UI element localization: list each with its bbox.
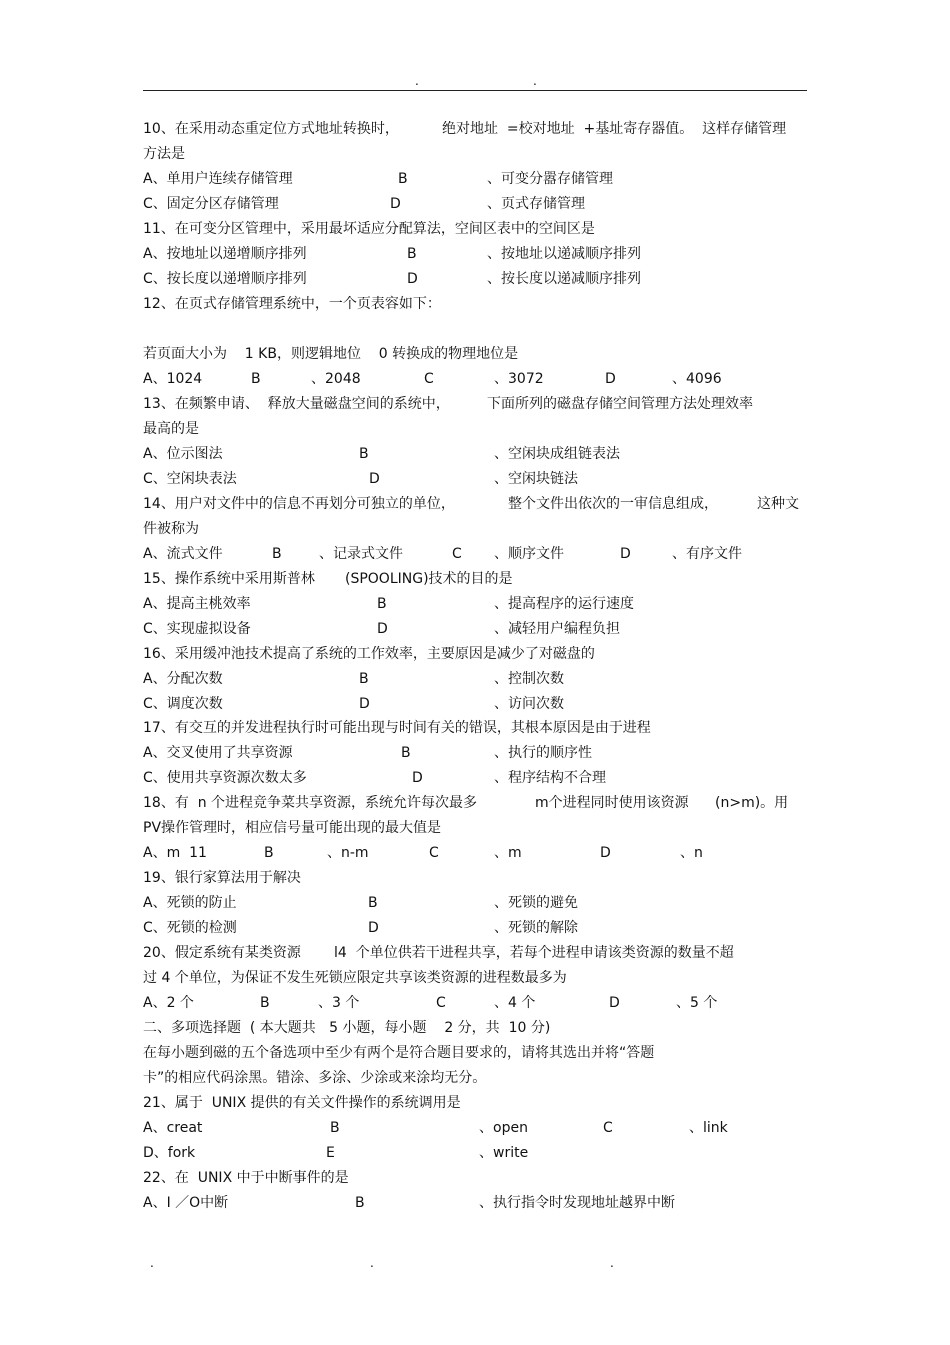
text-segment: E [326, 1145, 335, 1161]
text-segment: 、3 个 [318, 995, 360, 1011]
text-segment: 14、用户对文件中的信息不再划分可独立的单位， [143, 496, 455, 512]
text-segment: D [407, 271, 418, 287]
text-segment: m个进程同时使用该资源 [535, 795, 689, 811]
text-segment: B [264, 845, 274, 861]
text-segment: 、执行指令时发现地址越界中断 [479, 1195, 675, 1211]
text-segment: D [390, 196, 401, 212]
footer-dot-2: . [370, 1256, 374, 1270]
text-segment: C [429, 845, 439, 861]
text-segment: C [603, 1120, 613, 1136]
text-segment: 、4 个 [494, 995, 536, 1011]
text-segment: D [600, 845, 611, 861]
text-segment: D [605, 371, 616, 387]
text-segment: 20、假定系统有某类资源 [143, 945, 301, 961]
text-segment: 若页面大小为 1 KB，则逻辑地位 0 转换成的物理地位是 [143, 346, 519, 362]
text-segment: 、4096 [672, 371, 722, 387]
text-segment: B [355, 1195, 365, 1211]
text-segment: 22、在 UNIX 中于中断事件的是 [143, 1170, 349, 1186]
text-segment: C [452, 546, 462, 562]
footer-dot-3: . [610, 1256, 614, 1270]
text-segment: D [620, 546, 631, 562]
text-segment: C、死锁的检测 [143, 920, 237, 936]
text-segment: 、顺序文件 [494, 546, 564, 562]
text-segment: 17、有交互的并发进程执行时可能出现与时间有关的错误，其根本原因是由于进程 [143, 720, 651, 736]
text-segment: A、按地址以递增顺序排列 [143, 246, 307, 262]
text-segment: B [260, 995, 270, 1011]
header-dot-2: . [533, 74, 537, 88]
text-segment: 、按长度以递减顺序排列 [487, 271, 641, 287]
text-segment: D、fork [143, 1145, 196, 1161]
text-segment: 方法是 [143, 146, 185, 162]
text-segment: B [407, 246, 417, 262]
text-segment: 件被称为 [143, 521, 199, 537]
text-segment: 过 4 个单位，为保证不发生死锁应限定共享该类资源的进程数最多为 [143, 970, 567, 986]
text-segment: B [398, 171, 408, 187]
text-segment: 、访问次数 [494, 696, 564, 712]
text-segment: C、按长度以递增顺序排列 [143, 271, 307, 287]
text-segment: 、空闲块成组链表法 [494, 446, 620, 462]
text-segment: D [377, 621, 388, 637]
text-segment: A、m 11 [143, 845, 207, 861]
text-segment: (n>m)。用 [715, 795, 789, 811]
text-segment: C、固定分区存储管理 [143, 196, 279, 212]
text-segment: 卡”的相应代码涂黑。错涂、多涂、少涂或来涂均无分。 [143, 1070, 487, 1086]
text-segment: 、m [494, 845, 522, 861]
text-segment: C [424, 371, 434, 387]
text-segment: 、程序结构不合理 [494, 770, 606, 786]
text-segment: A、死锁的防止 [143, 895, 237, 911]
text-segment: 二、多项选择题 ( 本大题共 5 小题，每小题 2 分，共 10 分) [143, 1020, 551, 1036]
header-rule [143, 90, 807, 91]
footer-dot-1: . [150, 1256, 154, 1270]
text-segment: C [436, 995, 446, 1011]
text-segment: 下面所列的磁盘存储空间管理方法处理效率 [487, 396, 753, 412]
text-segment: B [401, 745, 411, 761]
text-segment: A、1024 [143, 371, 203, 387]
text-segment: B [359, 671, 369, 687]
text-segment: A、I ／O中断 [143, 1195, 229, 1211]
text-segment: B [272, 546, 282, 562]
text-segment: 最高的是 [143, 421, 199, 437]
text-segment: C、实现虚拟设备 [143, 621, 251, 637]
text-segment: 、页式存储管理 [487, 196, 585, 212]
text-segment: A、分配次数 [143, 671, 223, 687]
text-segment: l4 个单位供若干进程共享，若每个进程申请该类资源的数量不超 [334, 945, 734, 961]
text-segment: 、link [689, 1120, 728, 1136]
text-segment: (SPOOLING)技术的目的是 [345, 571, 513, 587]
text-segment: 、write [479, 1145, 529, 1161]
text-segment: B [251, 371, 261, 387]
text-segment: C、空闲块表法 [143, 471, 237, 487]
text-segment: 、5 个 [676, 995, 718, 1011]
text-segment: PV操作管理时，相应信号量可能出现的最大值是 [143, 820, 442, 836]
text-segment: 、减轻用户编程负担 [494, 621, 620, 637]
text-segment: 18、有 n 个进程竞争菜共享资源，系统允许每次最多 [143, 795, 478, 811]
text-segment: 、可变分嚣存储管理 [487, 171, 613, 187]
text-segment: 13、在频繁申请、 释放大量磁盘空间的系统中， [143, 396, 450, 412]
text-segment: 在每小题到磁的五个备选项中至少有两个是符合题目要求的，请将其选出并将“答题 [143, 1045, 655, 1061]
text-segment: D [412, 770, 423, 786]
text-segment: C、调度次数 [143, 696, 223, 712]
text-segment: 、2048 [311, 371, 361, 387]
text-segment: 、死锁的解除 [494, 920, 578, 936]
text-segment: 、提高程序的运行速度 [494, 596, 634, 612]
text-segment: 15、操作系统中采用斯普林 [143, 571, 315, 587]
text-segment: D [359, 696, 370, 712]
text-segment: A、2 个 [143, 995, 194, 1011]
text-segment: 、open [479, 1120, 528, 1136]
text-segment: 21、属于 UNIX 提供的有关文件操作的系统调用是 [143, 1095, 461, 1111]
text-segment: 16、采用缓冲池技术提高了系统的工作效率，主要原因是减少了对磁盘的 [143, 646, 595, 662]
text-segment: D [369, 471, 380, 487]
text-segment: 10、在采用动态重定位方式地址转换时， [143, 121, 399, 137]
text-segment: 整个文件出依次的一审信息组成， [508, 496, 718, 512]
text-segment: 、有序文件 [672, 546, 742, 562]
text-segment: 、按地址以递减顺序排列 [487, 246, 641, 262]
text-segment: D [609, 995, 620, 1011]
text-segment: A、位示图法 [143, 446, 223, 462]
text-segment: 12、在页式存储管理系统中，一个页表容如下： [143, 296, 441, 312]
text-segment: A、流式文件 [143, 546, 223, 562]
text-segment: C、使用共享资源次数太多 [143, 770, 307, 786]
text-segment: B [330, 1120, 340, 1136]
text-segment: 11、在可变分区管理中，采用最坏适应分配算法，空间区表中的空间区是 [143, 221, 595, 237]
text-segment: 这种文 [757, 496, 799, 512]
text-segment: A、单用户连续存储管理 [143, 171, 293, 187]
text-segment: D [368, 920, 379, 936]
text-segment: A、creat [143, 1120, 203, 1136]
text-segment: 、3072 [494, 371, 544, 387]
text-segment: 、执行的顺序性 [494, 745, 592, 761]
text-segment: 绝对地址 =校对地址 +基址寄存器值。 这样存储管理 [442, 121, 787, 137]
header-dot-1: . [415, 74, 419, 88]
text-segment: A、提高主桃效率 [143, 596, 251, 612]
text-segment: 、空闲块链法 [494, 471, 578, 487]
text-segment: 、n [680, 845, 703, 861]
text-segment: 19、银行家算法用于解决 [143, 870, 301, 886]
text-segment: 、死锁的避免 [494, 895, 578, 911]
text-segment: 、n-m [327, 845, 369, 861]
text-segment: B [377, 596, 387, 612]
text-segment: 、控制次数 [494, 671, 564, 687]
text-segment: B [368, 895, 378, 911]
text-segment: A、交叉使用了共享资源 [143, 745, 293, 761]
text-segment: 、记录式文件 [319, 546, 403, 562]
text-segment: B [359, 446, 369, 462]
